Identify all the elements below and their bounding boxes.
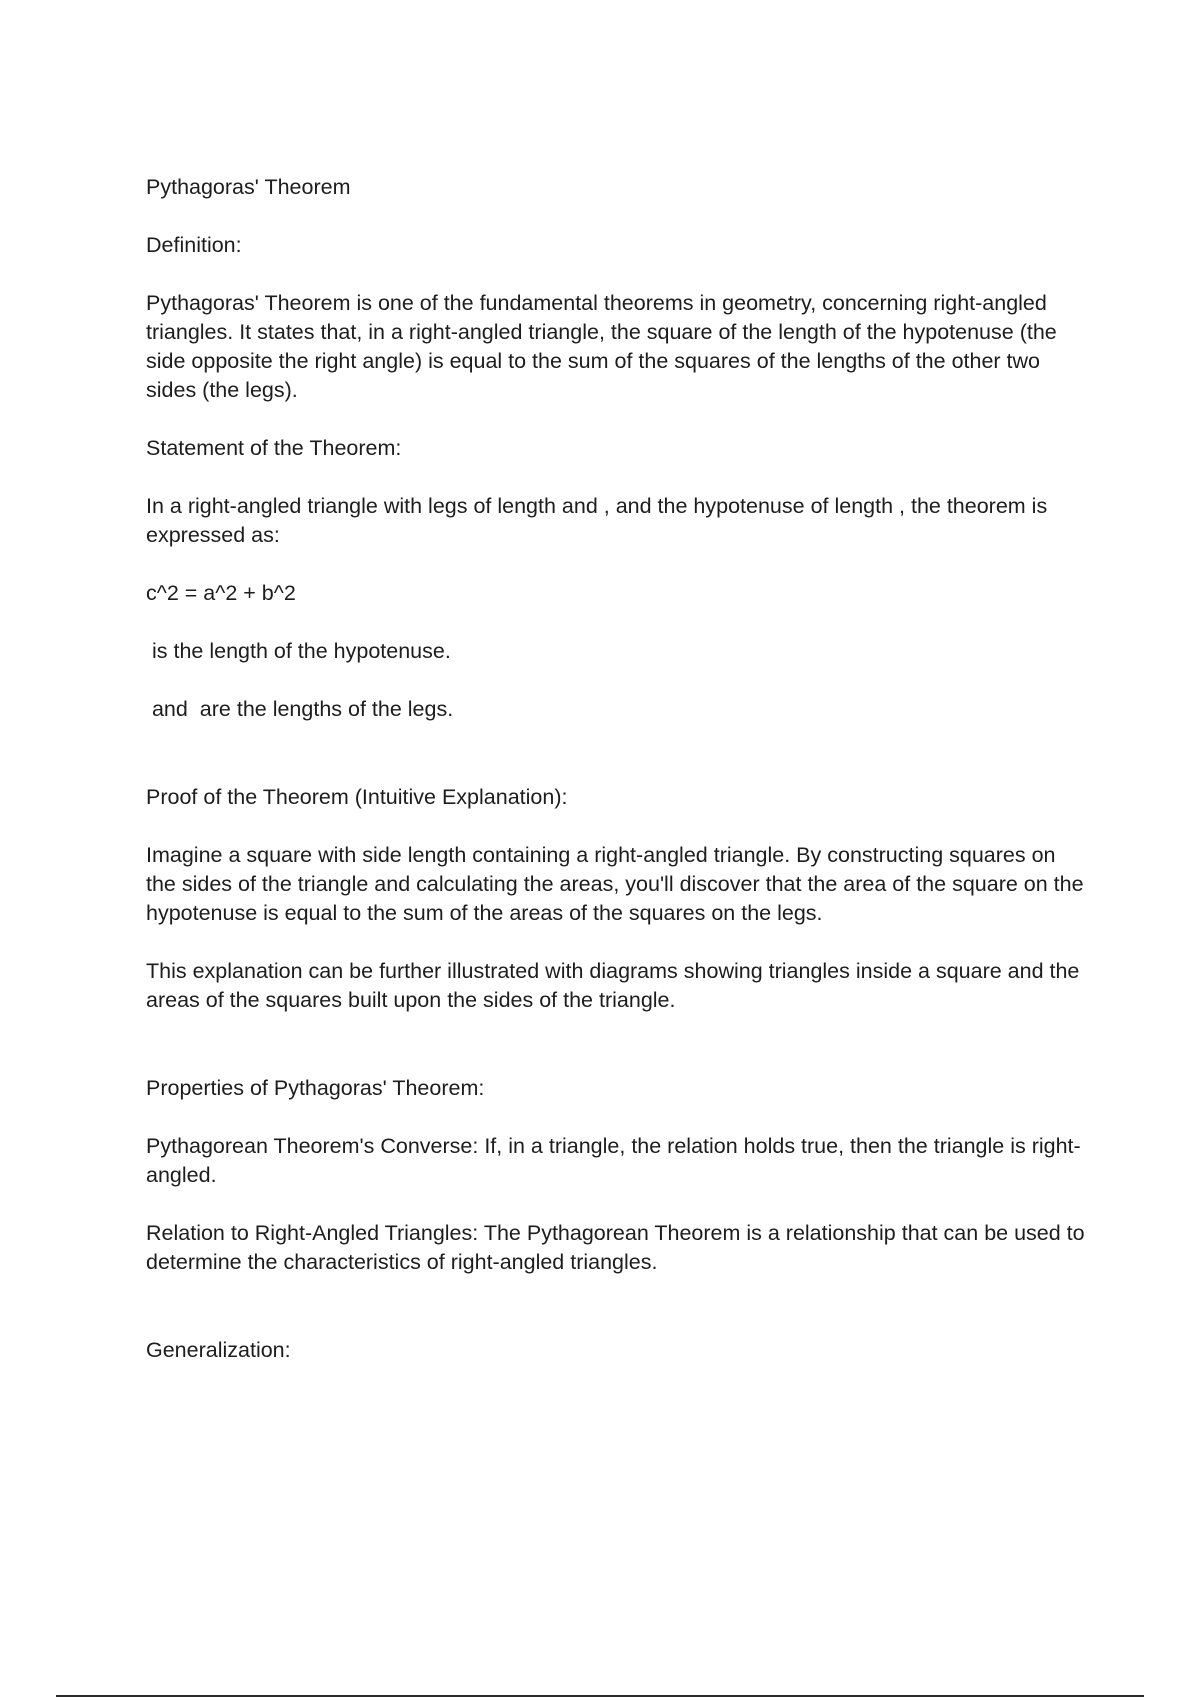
proof-heading: Proof of the Theorem (Intuitive Explanation):	[146, 785, 568, 809]
hypotenuse-note: is the length of the hypotenuse.	[146, 639, 451, 663]
proof-paragraph: Imagine a square with side length containing a right-angled triangle. By constructing squares on the sides of the triangle and calculating the areas, you'll discover that the area of the square on the hypotenuse is equal to the sum of the areas of the squares on the legs.	[146, 843, 1084, 925]
generalization-heading: Generalization:	[146, 1338, 291, 1362]
proof-illustration-paragraph: This explanation can be further illustrated with diagrams showing triangles inside a square and the areas of the squares built upon the sides of the triangle.	[146, 959, 1080, 1012]
statement-paragraph: In a right-angled triangle with legs of length and , and the hypotenuse of length , the theorem is expressed as:	[146, 494, 1048, 547]
theorem-formula: c^2 = a^2 + b^2	[146, 581, 296, 605]
document-body	[146, 173, 1086, 1365]
legs-note: and are the lengths of the legs.	[146, 697, 454, 721]
document-title: Pythagoras' Theorem	[146, 175, 351, 199]
statement-heading: Statement of the Theorem:	[146, 436, 402, 460]
properties-heading: Properties of Pythagoras' Theorem:	[146, 1076, 485, 1100]
page-bottom-rule	[56, 1695, 1144, 1697]
converse-paragraph: Pythagorean Theorem's Converse: If, in a triangle, the relation holds true, then the triangle is right-angled.	[146, 1134, 1081, 1187]
definition-paragraph: Pythagoras' Theorem is one of the fundamental theorems in geometry, concerning right-angled triangles. It states that, in a right-angled triangle, the square of the length of the hypotenuse (the side opposite the right angle) is equal to the sum of the squares of the lengths of the other two sides (the legs).	[146, 291, 1057, 402]
definition-heading: Definition:	[146, 233, 242, 257]
relation-paragraph: Relation to Right-Angled Triangles: The Pythagorean Theorem is a relationship that can be used to determine the characteristics of right-angled triangles.	[146, 1221, 1085, 1274]
